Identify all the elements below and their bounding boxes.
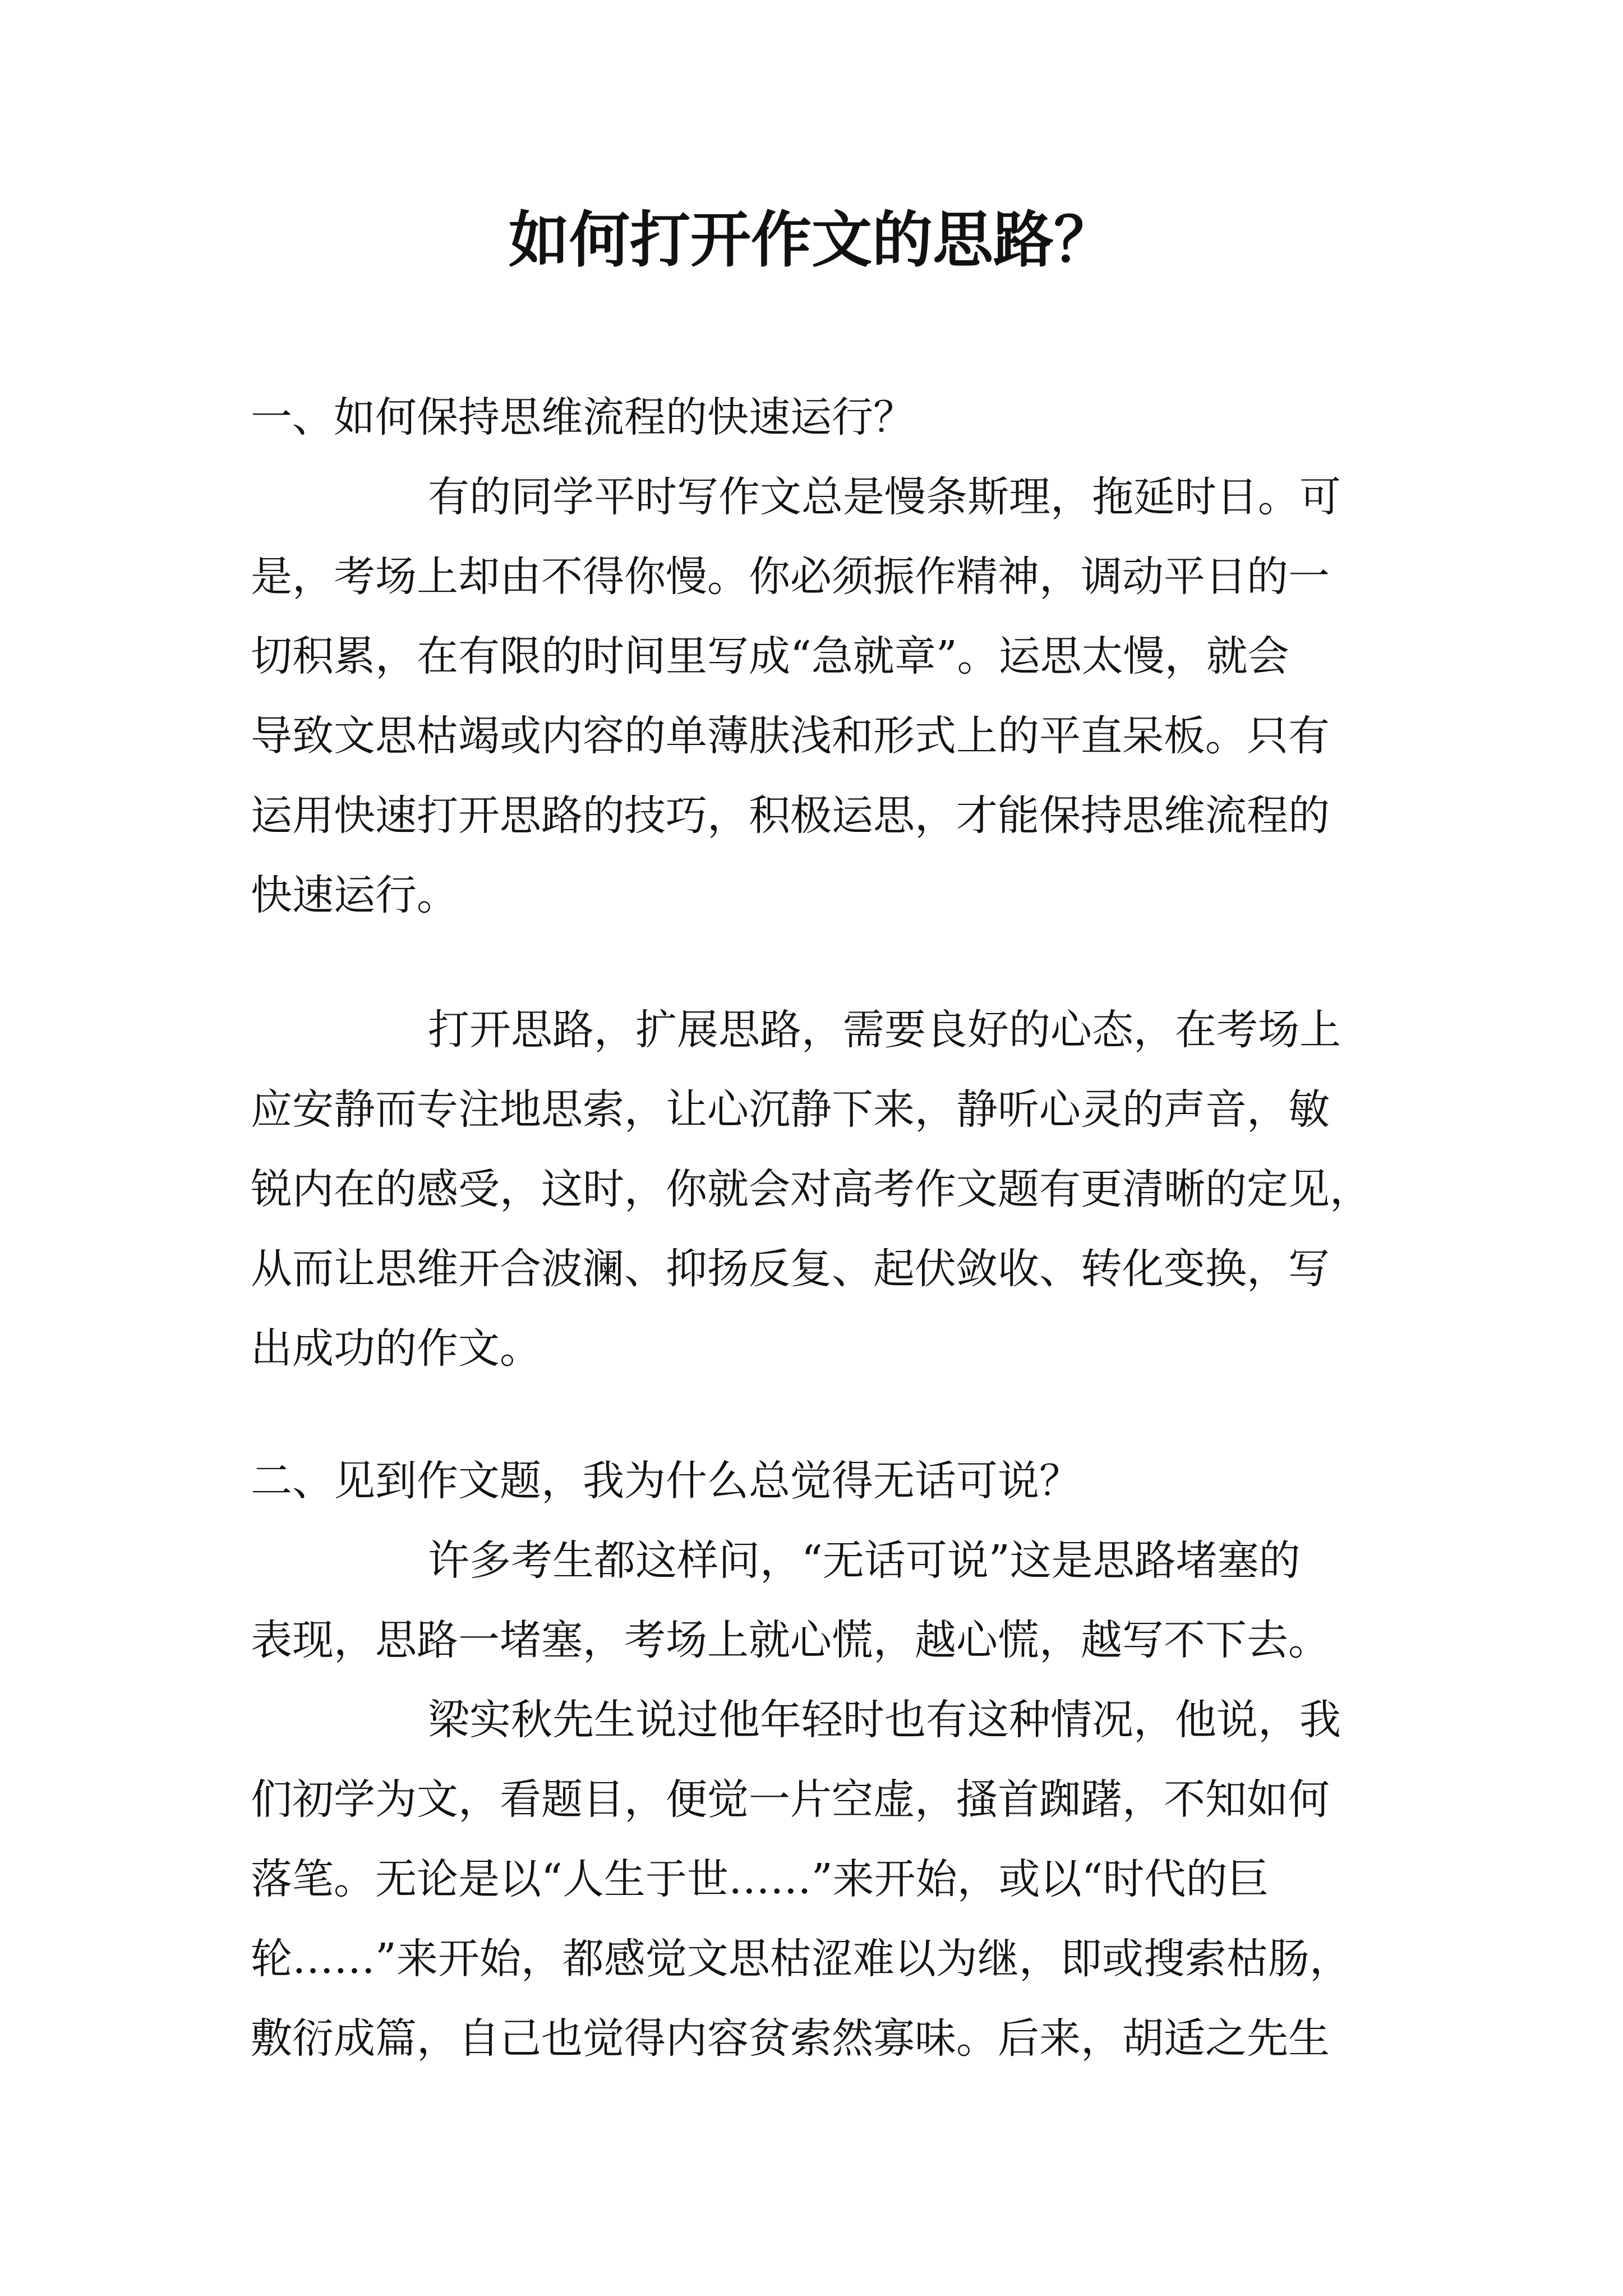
paragraph-line: 有的同学平时写作文总是慢条斯理，拖延时日。可 — [428, 473, 1341, 521]
paragraph-line: 轮……”来开始，都感觉文思枯涩难以为继，即或搜索枯肠， — [251, 1935, 1351, 1983]
paragraph-line: 梁实秋先生说过他年轻时也有这种情况，他说，我 — [428, 1696, 1341, 1744]
paragraph-line: 出成功的作文。 — [251, 1324, 541, 1373]
paragraph-line: 许多考生都这样问，“无话可说”这是思路堵塞的 — [428, 1536, 1301, 1585]
paragraph-line: 敷衍成篇，自己也觉得内容贫索然寡味。后来，胡适之先生 — [251, 2014, 1330, 2063]
section-heading-2: 二、见到作文题，我为什么总觉得无话可说？ — [251, 1457, 1081, 1505]
section-heading-1: 一、如何保持思维流程的快速运行？ — [251, 393, 915, 441]
paragraph-line: 表现，思路一堵塞，考场上就心慌，越心慌，越写不下去。 — [251, 1616, 1330, 1664]
paragraph-line: 们初学为文，看题目，便觉一片空虚，搔首踟躇，不知如何 — [251, 1775, 1330, 1824]
paragraph-line: 导致文思枯竭或内容的单薄肤浅和形式上的平直呆板。只有 — [251, 712, 1330, 760]
paragraph-line: 应安静而专注地思索，让心沉静下来，静听心灵的声音，敏 — [251, 1085, 1330, 1134]
paragraph-line: 打开思路，扩展思路，需要良好的心态，在考场上 — [428, 1006, 1341, 1054]
paragraph-line: 切积累，在有限的时间里写成“急就章”。运思太慢，就会 — [251, 632, 1289, 680]
paragraph-line: 从而让思维开合波澜、抑扬反复、起伏敛收、转化变换，写 — [251, 1245, 1330, 1293]
document-title: 如何打开作文的思路？ — [508, 205, 1114, 275]
paragraph-line: 运用快速打开思路的技巧，积极运思，才能保持思维流程的 — [251, 792, 1330, 840]
paragraph-line: 锐内在的感受，这时，你就会对高考作文题有更清晰的定见， — [251, 1165, 1371, 1213]
paragraph-line: 是，考场上却由不得你慢。你必须振作精神，调动平日的一 — [251, 553, 1330, 601]
paragraph-line: 快速运行。 — [251, 871, 458, 919]
paragraph-line: 落笔。无论是以“人生于世……”来开始，或以“时代的巨 — [251, 1855, 1269, 1903]
